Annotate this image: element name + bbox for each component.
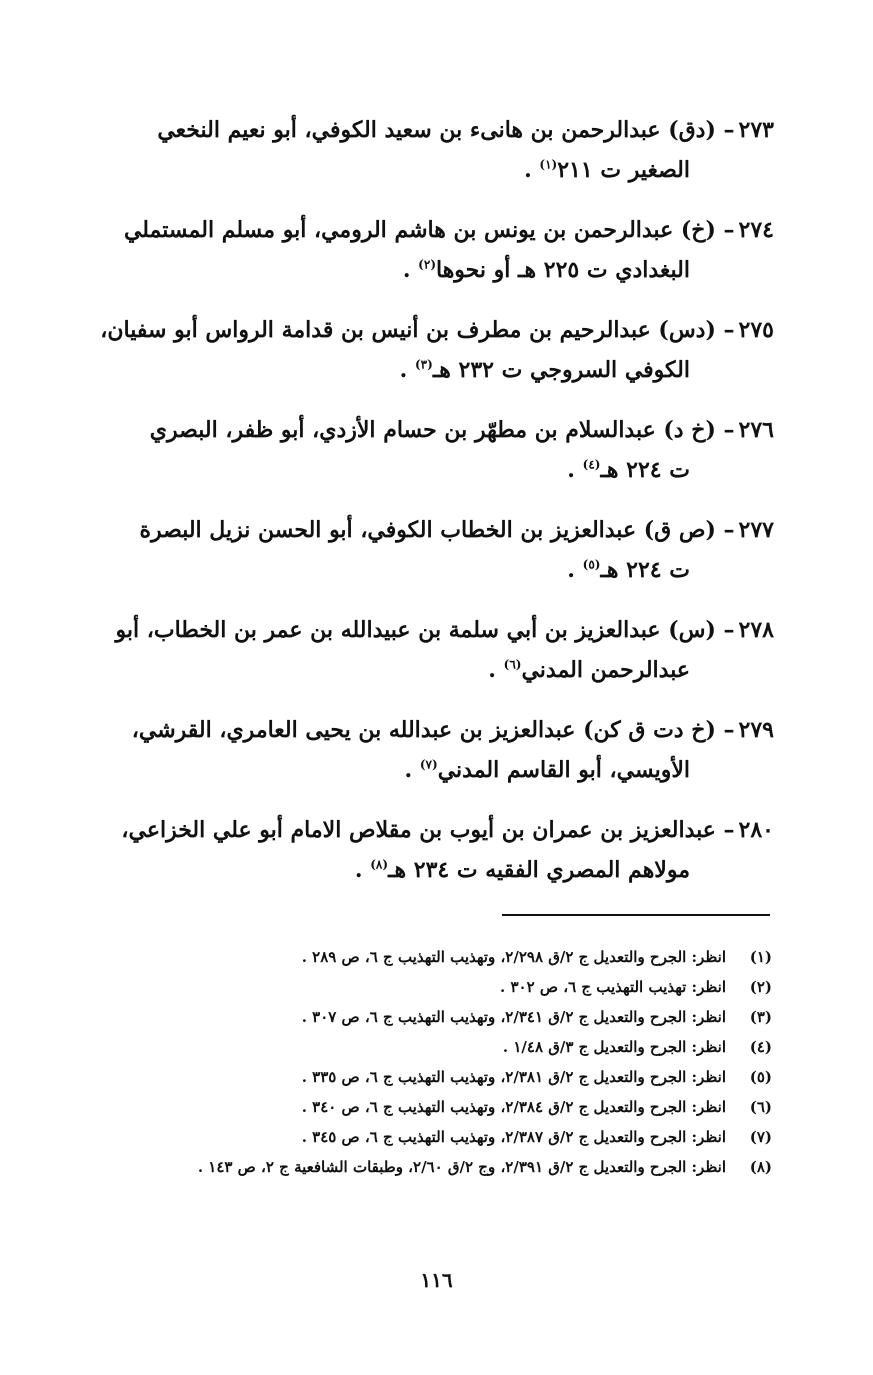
footnote-number: (٥) [749,1068,772,1086]
footnote-number: (١) [749,948,772,966]
footnote-ref: (٢) [418,257,436,272]
footnote-3 [72,1002,772,1032]
footnotes [72,942,772,1182]
footnote-text: انظر: تهذيب التهذيب ج ٦، ص ٣٠٢ . [500,978,726,996]
entry-279 [68,710,774,790]
entry-number: ٢٧٥ [738,317,774,343]
entry-text-line2: مولاهم المصري الفقيه ت ٢٣٤ هـ [388,857,690,883]
footnote-2 [72,972,772,1002]
footnote-separator [502,914,770,916]
entry-text-line1: – (خ دت ق كن) عبدالعزيز بن عبدالله بن يحيى العامري، القرشي، [131,717,735,743]
footnote-ref: (٦) [503,657,522,672]
footnote-number: (٢) [749,978,772,996]
entry-278 [68,610,774,690]
entry-tail: . [488,657,504,683]
footnote-text: انظر: الجرح والتعديل ج ٢/ق ٢/٣٩١، وج ٢/ق ٢/٦٠، وطبقات الشافعية ج ٢، ص ١٤٣ . [197,1158,726,1176]
footnote-ref: (٧) [419,757,438,772]
footnote-text: انظر: الجرح والتعديل ج ٢/ق ٢/٣٨١، وتهذيب التهذيب ج ٦، ص ٣٣٥ . [301,1068,726,1086]
footnote-ref: (١) [539,157,558,172]
entry-tail: . [404,757,420,783]
footnote-8 [72,1152,772,1182]
footnote-number: (٦) [749,1098,772,1116]
entry-275 [68,310,774,390]
entry-text-line2: عبدالرحمن المدني [521,657,690,683]
entry-280 [68,810,774,890]
footnote-6 [72,1092,772,1122]
footnote-number: (٨) [749,1158,772,1176]
entry-text-line1: – (خ د) عبدالسلام بن مطهّر بن حسام الأزدي، أبو ظفر، البصري [149,417,735,443]
entry-number: ٢٨٠ [738,817,774,843]
footnote-number: (٧) [749,1128,772,1146]
footnote-5 [72,1062,772,1092]
footnote-7 [72,1122,772,1152]
entry-number: ٢٧٧ [738,517,774,543]
footnote-1 [72,942,772,972]
footnote-text: انظر: الجرح والتعديل ج ٢/ق ٢/٢٩٨، وتهذيب التهذيب ج ٦، ص ٢٨٩ . [301,948,726,966]
entry-277 [68,510,774,590]
biography-entries [68,110,774,910]
entry-text-line2: ت ٢٢٤ هـ [600,557,690,583]
entry-tail: . [524,157,540,183]
footnote-ref: (٥) [582,557,601,572]
footnote-number: (٣) [749,1008,772,1026]
entry-number: ٢٧٣ [738,117,774,143]
footnote-text: انظر: الجرح والتعديل ج ٢/ق ٢/٣٨٤، وتهذيب التهذيب ج ٦، ص ٣٤٠ . [301,1098,726,1116]
entry-text-line2: الأويسي، أبو القاسم المدني [437,757,690,783]
entry-276 [68,410,774,490]
entry-number: ٢٧٨ [738,617,774,643]
entry-text-line1: – (س) عبدالعزيز بن أبي سلمة بن عبيدالله بن عمر بن الخطاب، أبو [115,617,735,643]
entry-text-line1: – (دق) عبدالرحمن بن هانىء بن سعيد الكوفي، أبو نعيم النخعي [157,117,735,143]
footnote-number: (٤) [749,1038,772,1056]
footnote-text: انظر: الجرح والتعديل ج ٢/ق ٢/٣٨٧، وتهذيب التهذيب ج ٦، ص ٣٤٥ . [301,1128,726,1146]
footnote-4 [72,1032,772,1062]
entry-tail: . [399,357,415,383]
entry-text-line2: الصغير ت ٢١١ [557,157,690,183]
entry-text-line1: – (دس) عبدالرحيم بن مطرف بن أنيس بن قدامة الرواس أبو سفيان، [100,317,735,343]
footnote-text: انظر: الجرح والتعديل ج ٣/ق ١/٤٨ . [502,1038,726,1056]
entry-text-line1: – عبدالعزيز بن عمران بن أيوب بن مقلاص الامام أبو علي الخزاعي، [121,817,735,843]
entry-273 [68,110,774,190]
footnote-ref: (٨) [370,857,389,872]
page-number: ١١٦ [420,1268,453,1292]
entry-text-line2: ت ٢٢٤ هـ [600,457,690,483]
entry-tail: . [567,557,583,583]
footnote-ref: (٤) [582,457,601,472]
entry-number: ٢٧٩ [738,717,774,743]
footnote-text: انظر: الجرح والتعديل ج ٢/ق ٢/٣٤١، وتهذيب التهذيب ج ٦، ص ٣٠٧ . [301,1008,726,1026]
entry-tail: . [567,457,583,483]
entry-tail: . [402,257,419,283]
entry-274 [68,210,774,290]
entry-number: ٢٧٤ [738,217,774,243]
entry-text-line1: – (خ) عبدالرحمن بن يونس بن هاشم الرومي، أبو مسلم المستملي [123,217,735,243]
entry-number: ٢٧٦ [738,417,774,443]
entry-text-line1: – (ص ق) عبدالعزيز بن الخطاب الكوفي، أبو الحسن نزيل البصرة [139,517,735,543]
entry-tail: . [354,857,371,883]
footnote-ref: (٣) [414,357,433,372]
entry-text-line2: البغدادي ت ٢٢٥ هـ أو نحوها [436,257,690,283]
entry-text-line2: الكوفي السروجي ت ٢٣٢ هـ [432,357,690,383]
